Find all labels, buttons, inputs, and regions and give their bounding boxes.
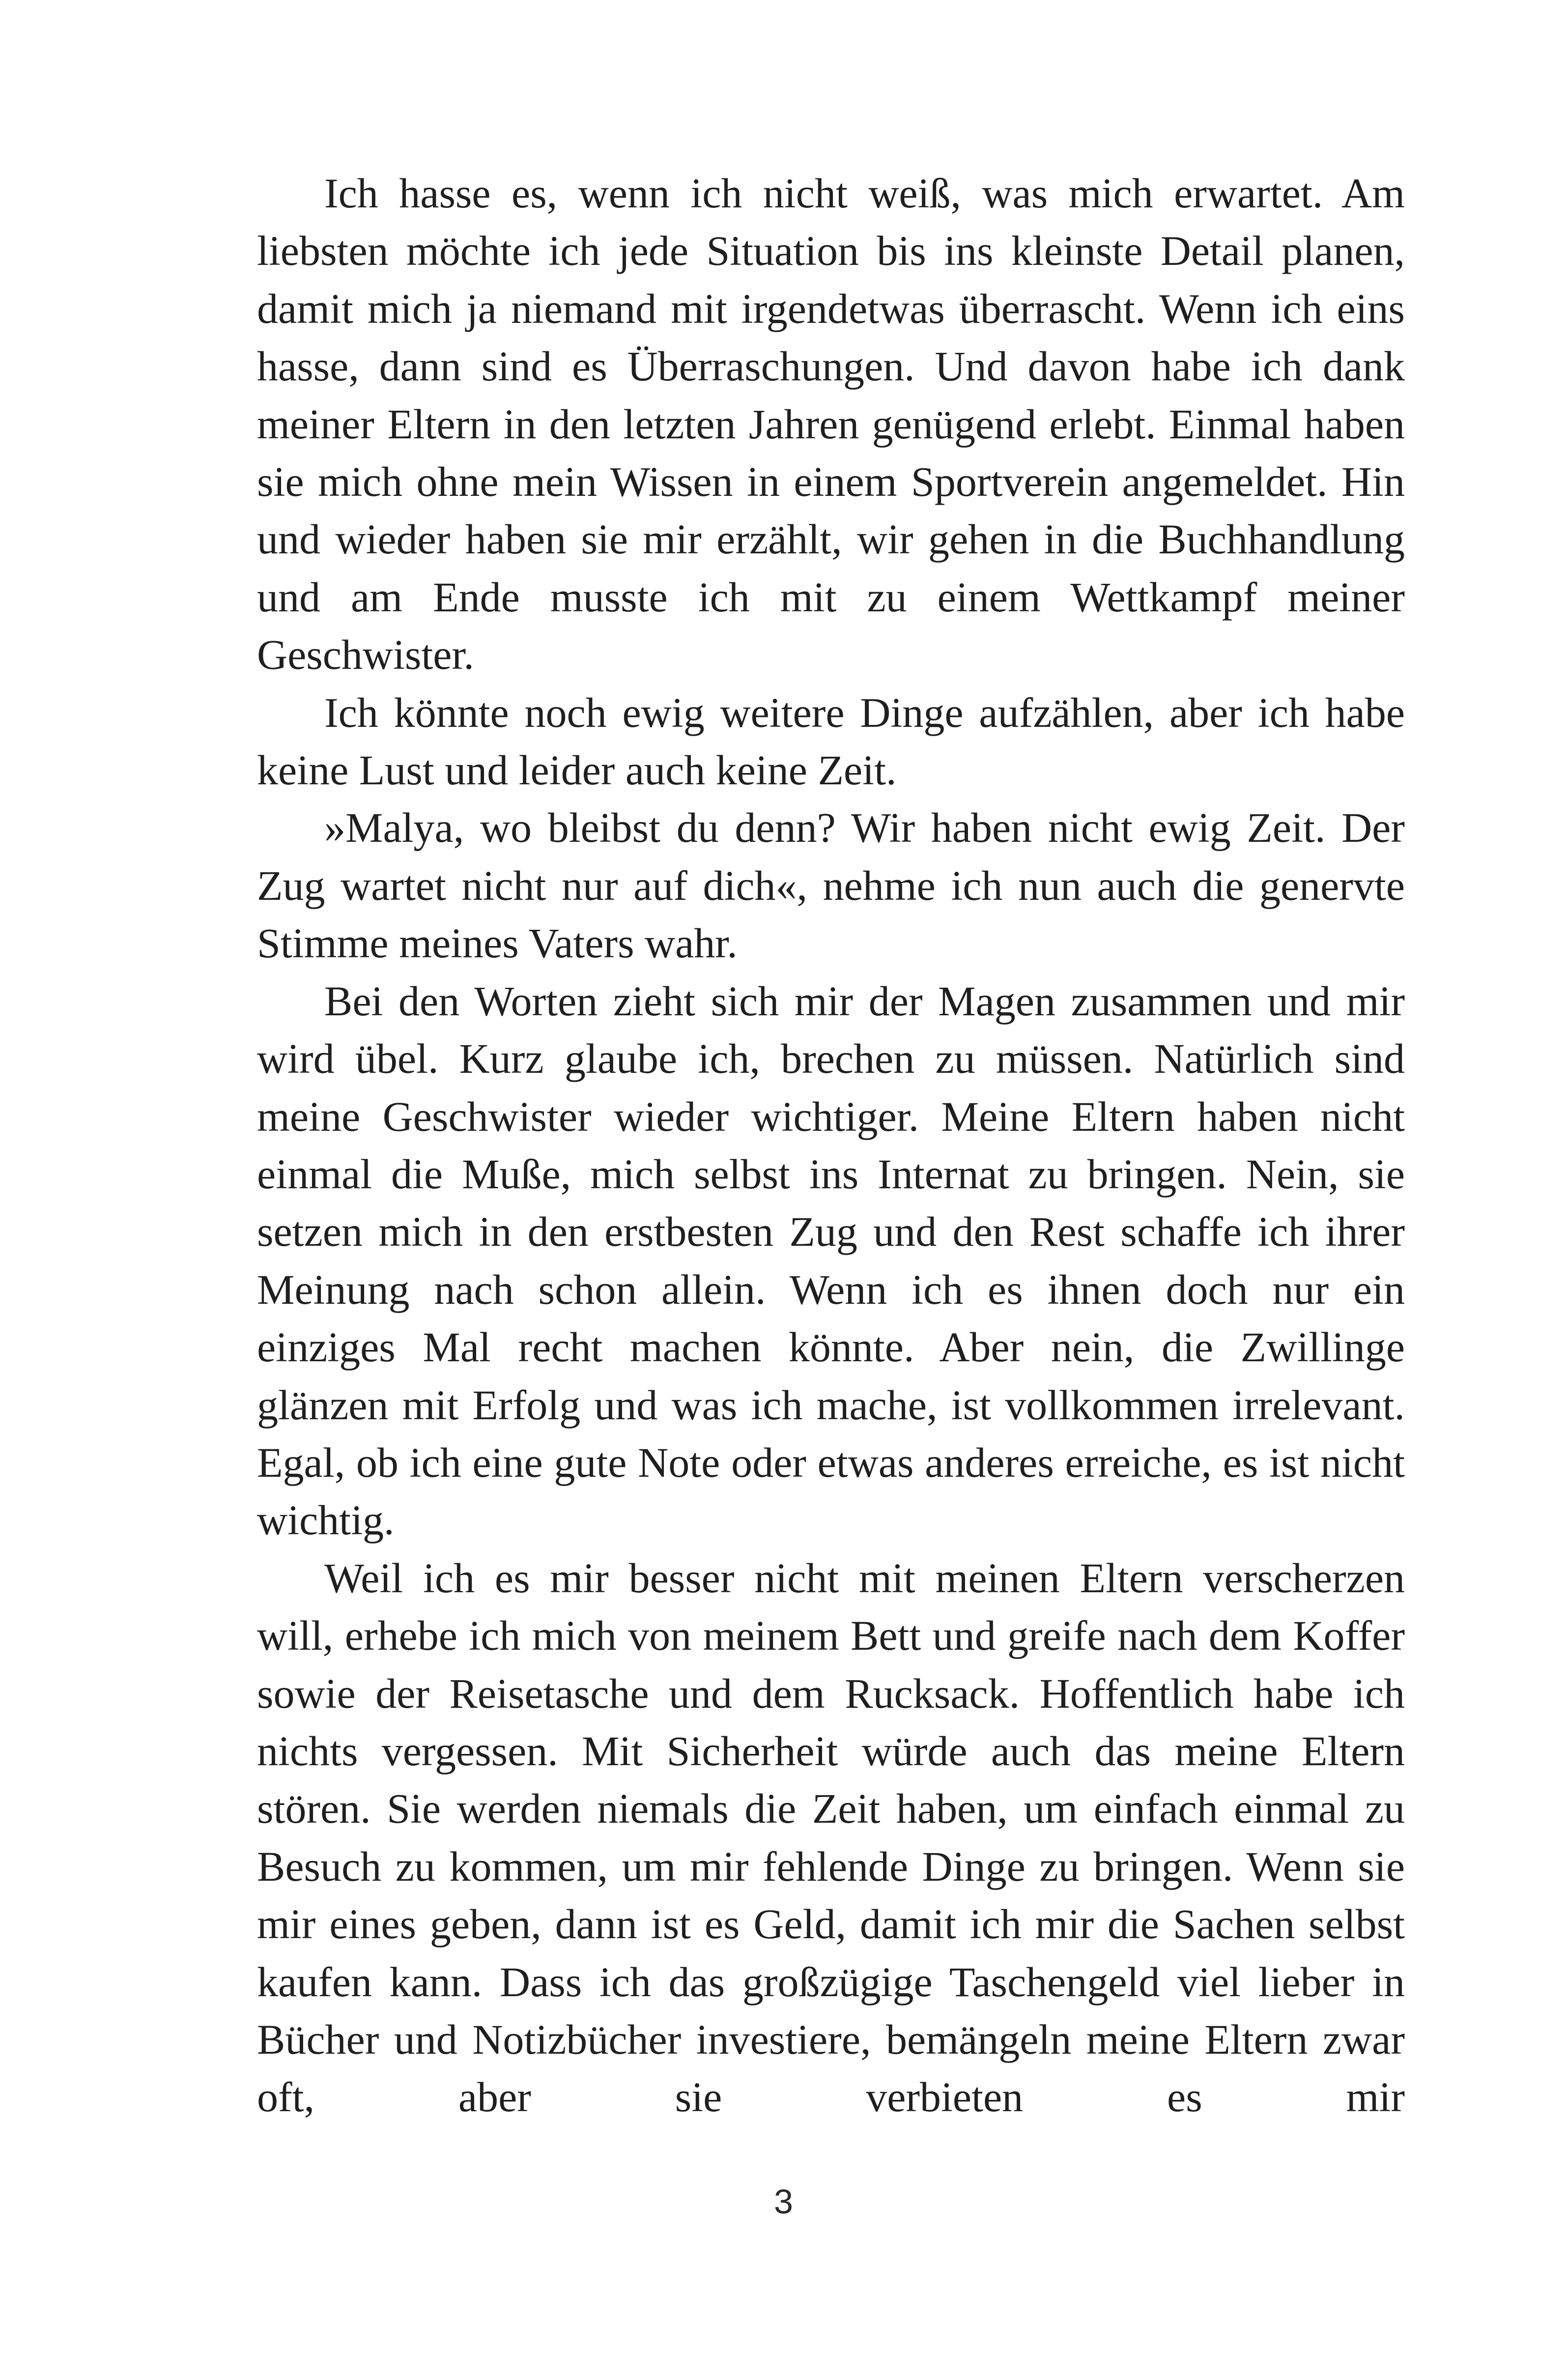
paragraph-2: Ich könnte noch ewig weitere Dinge aufzählen, aber ich habe keine Lust und leider auch keine Zeit.: [257, 688, 1405, 794]
paragraph-5: Weil ich es mir besser nicht mit meinen Eltern verscherzen will, erhebe ich mich von meinem Bett und greife nach dem Koffer sowie der Reisetasche und dem Rucksack. Hoffentlich habe ich nichts vergessen. Mit Sicherheit würde auch das meine Eltern stören. Sie werden niemals die Zeit haben, um einfach einmal zu Besuch zu kommen, um mir fehlende Dinge zu bringen. Wenn sie mir eines geben, dann ist es Geld, damit ich mir die Sachen selbst kaufen kann. Dass ich das großzügige Taschengeld viel lieber in Bücher und Notizbücher investiere, bemängeln meine Eltern zwar oft, aber sie verbieten es mir: [257, 1554, 1405, 2121]
paragraph-3: »Malya, wo bleibst du denn? Wir haben nicht ewig Zeit. Der Zug wartet nicht nur auf dich«, nehme ich nun auch die genervte Stimme meines Vaters wahr.: [257, 804, 1405, 967]
body-text: [257, 165, 1405, 2126]
page-number: 3: [774, 2182, 793, 2221]
paragraph-1: Ich hasse es, wenn ich nicht weiß, was mich erwartet. Am liebsten möchte ich jede Situation bis ins kleinste Detail planen, damit mich ja niemand mit irgendetwas überrascht. Wenn ich eins hasse, dann sind es Überraschungen. Und davon habe ich dank meiner Eltern in den letzten Jahren genügend erlebt. Einmal haben sie mich ohne mein Wissen in einem Sportverein angemeldet. Hin und wieder haben sie mir erzählt, wir gehen in die Buchhandlung und am Ende musste ich mit zu einem Wettkampf meiner Geschwister.: [257, 170, 1405, 679]
paragraph-4: Bei den Worten zieht sich mir der Magen zusammen und mir wird übel. Kurz glaube ich, brechen zu müssen. Natürlich sind meine Geschwister wieder wichtiger. Meine Eltern haben nicht einmal die Muße, mich selbst ins Internat zu bringen. Nein, sie setzen mich in den erstbesten Zug und den Rest schaffe ich ihrer Meinung nach schon allein. Wenn ich es ihnen doch nur ein einziges Mal recht machen könnte. Aber nein, die Zwillinge glänzen mit Erfolg und was ich mache, ist vollkommen irrelevant. Egal, ob ich eine gute Note oder etwas anderes erreiche, es ist nicht wichtig.: [257, 977, 1405, 1544]
